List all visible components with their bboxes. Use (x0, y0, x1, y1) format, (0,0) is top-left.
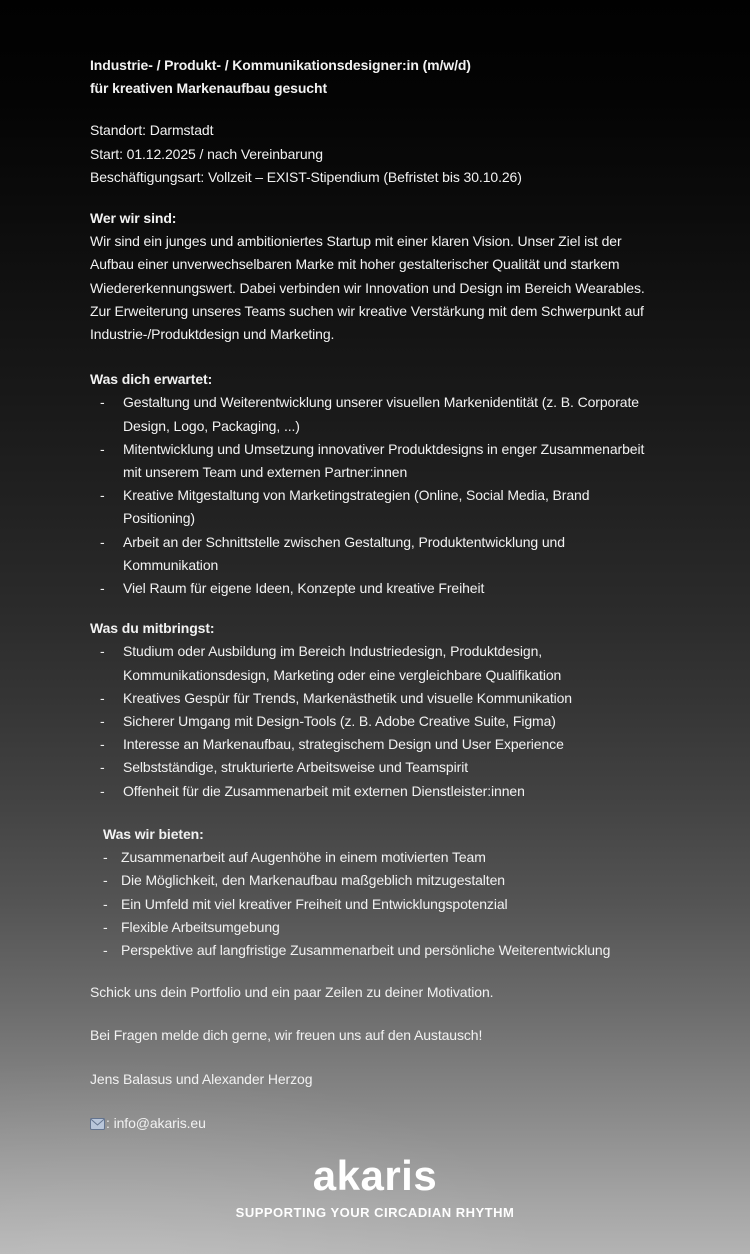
list-item (90, 780, 675, 803)
list-item (90, 710, 675, 733)
text-line: Die Möglichkeit, den Markenaufbau maßgeblich mitzugestalten (121, 872, 505, 889)
section-heading-who-we-are: Wer wir sind: (90, 210, 177, 227)
text-line: Kreative Mitgestaltung von Marketingstrategien (Online, Social Media, Brand (123, 487, 590, 504)
meta-location: Standort: Darmstadt (90, 122, 214, 139)
list-item-text (123, 780, 525, 803)
text-line: Arbeit an der Schnittstelle zwischen Gestaltung, Produktentwicklung und (123, 533, 565, 550)
list-item-text (121, 869, 505, 892)
text-line: Offenheit für die Zusammenarbeit mit externen Dienstleister:innen (123, 782, 525, 799)
text-line: Viel Raum für eigene Ideen, Konzepte und kreative Freiheit (123, 580, 485, 597)
list-item-text (123, 733, 564, 756)
list-item-text (121, 846, 486, 869)
text-line: Interesse an Markenaufbau, strategischem Design und User Experience (123, 736, 564, 753)
list-item (90, 577, 675, 600)
bullet-dash: - (100, 713, 105, 730)
closing-portfolio-note (90, 981, 675, 1004)
list-item-text (123, 756, 468, 779)
list-item-text (121, 916, 280, 939)
list-item-text (123, 640, 561, 686)
bullet-dash: - (103, 895, 108, 912)
text-line: Wiedererkennungswert. Dabei verbinden wir Innovation und Design im Bereich Wearables. (90, 279, 645, 296)
contact-line (90, 1112, 675, 1135)
text-line: Kommunikation (123, 556, 219, 573)
bullet-dash: - (100, 782, 105, 799)
text-line: Kommunikationsdesign, Marketing oder eine vergleichbare Qualifikation (123, 666, 562, 683)
text-line: Selbstständige, strukturierte Arbeitsweise und Teamspirit (123, 759, 468, 776)
text-line: Ein Umfeld mit viel kreativer Freiheit und Entwicklungspotenzial (121, 895, 508, 912)
meta-employment-type: Beschäftigungsart: Vollzeit – EXIST-Stipendium (Befristet bis 30.10.26) (90, 168, 522, 185)
job-title-line1: Industrie- / Produkt- / Kommunikationsdesigner:in (m/w/d) (90, 57, 471, 73)
job-title-line2: für kreativen Markenaufbau gesucht (90, 80, 327, 97)
list-item-text (121, 939, 610, 962)
list-item-text (123, 710, 556, 733)
text-line: Perspektive auf langfristige Zusammenarbeit und persönliche Weiterentwicklung (121, 941, 611, 958)
text-line: Bei Fragen melde dich gerne, wir freuen uns auf den Austausch! (90, 1027, 483, 1044)
list-item (90, 484, 675, 530)
text-line: Schick uns dein Portfolio und ein paar Zeilen zu deiner Motivation. (90, 984, 494, 1001)
brand-logo: akaris (312, 1152, 438, 1199)
list-item-text (123, 687, 572, 710)
list-item (90, 531, 675, 577)
text-line: mit unserem Team und externen Partner:innen (123, 464, 408, 481)
text-line: Flexible Arbeitsumgebung (121, 918, 280, 935)
text-line: Wir sind ein junges und ambitioniertes Startup mit einer klaren Vision. Unser Ziel ist der (90, 233, 622, 250)
list-item-text (123, 484, 589, 530)
bullet-dash: - (100, 394, 105, 411)
list-item (90, 391, 675, 437)
list-item-text (123, 577, 484, 600)
section-who-we-are (90, 207, 675, 346)
bullet-dash: - (100, 759, 105, 776)
contact-email[interactable]: : info@akaris.eu (106, 1114, 206, 1131)
bullet-dash: - (100, 487, 105, 504)
list-item (90, 733, 675, 756)
list-item (90, 869, 675, 892)
list-item (90, 846, 675, 869)
section-heading-what-we-offer: Was wir bieten: (103, 825, 204, 842)
bullet-dash: - (100, 533, 105, 550)
text-line: Positioning) (123, 510, 195, 527)
list-item (90, 893, 675, 916)
bullet-dash: - (100, 580, 105, 597)
bullet-dash: - (100, 689, 105, 706)
job-posting-content (90, 54, 675, 1135)
bullet-dash: - (100, 736, 105, 753)
text-line: Studium oder Ausbildung im Bereich Industriedesign, Produktdesign, (123, 643, 543, 660)
list-item (90, 687, 675, 710)
section-heading-what-awaits-you: Was dich erwartet: (90, 371, 213, 388)
text-line: Kreatives Gespür für Trends, Markenästhetik und visuelle Kommunikation (123, 689, 572, 706)
brand-tagline: SUPPORTING YOUR CIRCADIAN RHYTHM (235, 1205, 515, 1220)
job-meta (90, 119, 675, 189)
text-line: Jens Balasus und Alexander Herzog (90, 1070, 313, 1087)
list-item (90, 939, 675, 962)
list-item-text (121, 893, 508, 916)
list-item (90, 640, 675, 686)
list-item (90, 916, 675, 939)
text-line: Aufbau einer unverwechselbaren Marke mit hoher gestalterischer Qualität und starkem (90, 256, 620, 273)
text-line: Zur Erweiterung unseres Teams suchen wir kreative Verstärkung mit dem Schwerpunkt auf (90, 302, 644, 319)
closing-signature (90, 1068, 675, 1091)
bullet-dash: - (100, 643, 105, 660)
bullet-dash: - (103, 941, 108, 958)
text-line: Design, Logo, Packaging, ...) (123, 417, 300, 434)
list-item-text (123, 438, 644, 484)
bullet-dash: - (103, 872, 108, 889)
text-line: Industrie-/Produktdesign und Marketing. (90, 326, 335, 343)
section-what-awaits-you (90, 368, 675, 600)
bullet-dash: - (103, 918, 108, 935)
email-icon (90, 1117, 105, 1133)
job-title (90, 54, 675, 100)
list-item (90, 756, 675, 779)
section-what-we-offer (90, 823, 675, 962)
list-item (90, 438, 675, 484)
section-heading-what-you-bring: Was du mitbringst: (90, 620, 215, 637)
text-line: Mitentwicklung und Umsetzung innovativer Produktdesigns in enger Zusammenarbeit (123, 440, 645, 457)
bullet-dash: - (103, 849, 108, 866)
closing-questions-note (90, 1024, 675, 1047)
list-item-text (123, 391, 639, 437)
text-line: Zusammenarbeit auf Augenhöhe in einem motivierten Team (121, 849, 486, 866)
bullet-dash: - (100, 440, 105, 457)
list-item-text (123, 531, 565, 577)
footer (0, 1152, 750, 1221)
meta-start-date: Start: 01.12.2025 / nach Vereinbarung (90, 145, 323, 162)
text-line: Sicherer Umgang mit Design-Tools (z. B. Adobe Creative Suite, Figma) (123, 713, 556, 730)
section-what-you-bring (90, 617, 675, 803)
text-line: Gestaltung und Weiterentwicklung unserer visuellen Markenidentität (z. B. Corporate (123, 394, 639, 411)
